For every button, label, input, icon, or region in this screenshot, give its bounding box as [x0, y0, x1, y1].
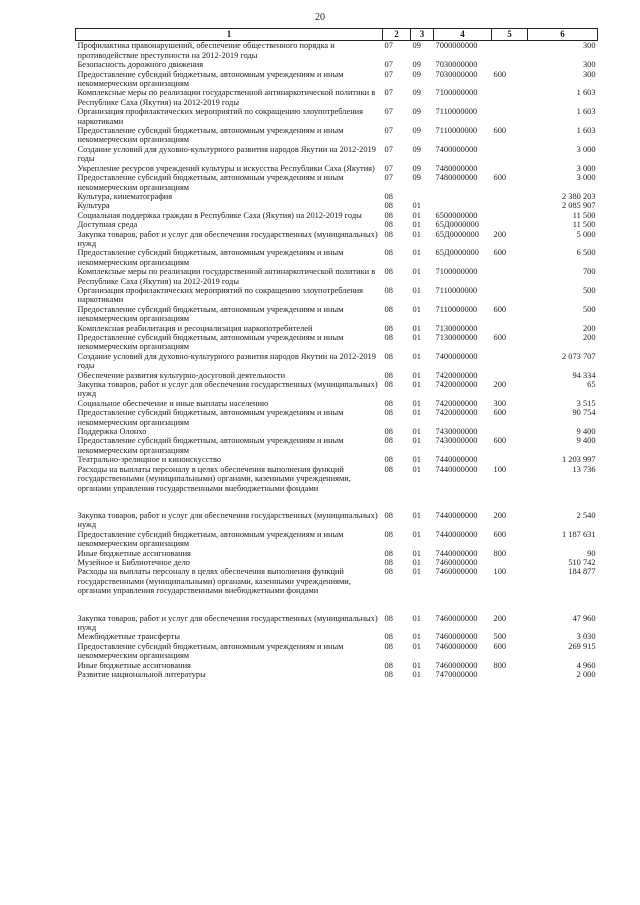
row-subsection: 09 — [412, 107, 421, 117]
row-name: Закупка товаров, работ и услуг для обеспечения государственных (муниципальных) нужд — [77, 380, 378, 399]
header-col-3: 3 — [411, 29, 434, 41]
header-col-2: 2 — [383, 29, 411, 41]
row-section: 08 — [384, 464, 393, 474]
row-expense-type: 600 — [493, 408, 507, 418]
row-expense-type: 800 — [493, 548, 507, 558]
row-amount: 11 500 — [572, 210, 596, 220]
row-name: Театрально-зрелищное и киноискусство — [77, 455, 222, 465]
row-amount: 500 — [582, 285, 596, 295]
row-subsection: 01 — [412, 323, 421, 333]
table-row — [76, 352, 598, 371]
row-name: Социальная поддержка граждан в Республике Саха (Якутия) на 2012-2019 годы — [77, 210, 362, 220]
row-subsection — [411, 192, 434, 201]
row-amount: 2 085 907 — [562, 201, 596, 211]
table-header — [76, 29, 598, 41]
row-expense-type: 600 — [493, 641, 507, 651]
row-amount: 90 754 — [572, 408, 596, 418]
row-subsection: 01 — [412, 670, 421, 679]
header-col-6: 6 — [528, 29, 598, 41]
row-expense-type: 200 — [493, 229, 507, 239]
row-target-article: 7460000000 — [435, 632, 478, 642]
table-body — [76, 41, 598, 680]
row-section: 08 — [384, 613, 393, 623]
row-subsection: 01 — [412, 464, 421, 474]
row-target-article: 7100000000 — [435, 88, 478, 98]
row-subsection: 01 — [412, 632, 421, 642]
row-section: 08 — [384, 248, 393, 258]
row-expense-type — [492, 60, 528, 69]
row-subsection: 09 — [412, 126, 421, 136]
row-target-article: 7430000000 — [435, 436, 478, 446]
row-section: 08 — [384, 557, 393, 567]
row-target-article: 7440000000 — [435, 510, 478, 520]
row-expense-type — [492, 427, 528, 436]
row-name: Обеспечение развития культурно-досуговой деятельности — [77, 370, 286, 380]
row-target-article — [434, 192, 492, 201]
row-subsection: 09 — [412, 88, 421, 98]
row-subsection: 01 — [412, 641, 421, 651]
row-subsection: 01 — [412, 333, 421, 342]
table-row — [76, 511, 598, 530]
row-name: Музейное и Библиотечное дело — [77, 557, 190, 567]
row-section: 08 — [384, 267, 393, 277]
row-target-article: 7480000000 — [435, 173, 478, 183]
row-subsection: 01 — [412, 408, 421, 418]
row-subsection: 01 — [412, 613, 421, 623]
row-spacer — [76, 493, 598, 511]
row-section: 07 — [384, 60, 393, 70]
row-expense-type: 600 — [493, 529, 507, 539]
row-section: 08 — [384, 285, 393, 295]
row-name: Предоставление субсидий бюджетным, автономным учреждениям и иным некоммерческим организациям — [77, 126, 344, 145]
row-name: Предоставление субсидий бюджетным, автономным учреждениям и иным некоммерческим организациям — [77, 304, 344, 324]
row-target-article: 7030000000 — [435, 69, 478, 79]
row-name: Комплексные меры по реализации государственной антинаркотической политики в Республике Саха (Якутия) на 2012-2019 годы — [77, 267, 376, 286]
row-subsection: 01 — [412, 304, 421, 314]
table-row — [76, 267, 598, 286]
row-name: Организация профилактических мероприятий по сокращению злоупотребления наркотиками — [77, 285, 364, 305]
row-amount: 1 603 — [576, 107, 596, 117]
row-name: Расходы на выплаты персоналу в целях обеспечения выполнения функций государственными (муниципальными) органами, казенными учреждениями, органами управления государственными внебюджетными фондами — [77, 464, 351, 493]
budget-table — [75, 28, 598, 679]
row-name: Создание условий для духовно-культурного развития народов Якутии на 2012-2019 годы — [77, 144, 376, 164]
row-amount: 9 400 — [576, 436, 596, 446]
row-section: 08 — [384, 548, 393, 558]
table-row — [76, 670, 598, 679]
table-row — [76, 567, 598, 595]
row-target-article: 7000000000 — [435, 41, 478, 51]
row-amount: 700 — [582, 267, 596, 277]
row-target-article: 7460000000 — [435, 641, 478, 651]
row-name: Предоставление субсидий бюджетным, автономным учреждениям и иным некоммерческим организациям — [77, 408, 344, 427]
row-amount: 3 515 — [576, 398, 596, 408]
row-name: Закупка товаров, работ и услуг для обеспечения государственных (муниципальных) нужд — [77, 229, 378, 248]
row-expense-type: 500 — [493, 632, 507, 642]
table-row — [76, 126, 598, 145]
row-expense-type: 600 — [493, 304, 507, 314]
header-col-5: 5 — [492, 29, 528, 41]
row-amount: 510 742 — [568, 557, 596, 567]
row-name: Социальное обеспечение и иные выплаты населению — [77, 398, 269, 408]
row-expense-type — [492, 352, 528, 371]
table-row — [76, 201, 598, 210]
row-amount: 2 073 707 — [562, 351, 596, 361]
row-subsection: 01 — [412, 436, 421, 446]
row-section: 07 — [384, 107, 393, 117]
row-target-article: 7110000000 — [435, 304, 478, 314]
table-row — [76, 173, 598, 192]
row-amount: 5 000 — [576, 229, 596, 239]
row-target-article: 7460000000 — [435, 557, 478, 567]
row-section: 08 — [384, 427, 393, 437]
row-expense-type — [492, 670, 528, 679]
row-subsection: 01 — [412, 248, 421, 258]
row-name: Предоставление субсидий бюджетным, автономным учреждениям и иным некоммерческим организациям — [77, 641, 344, 661]
row-target-article: 65Д0000000 — [435, 248, 479, 258]
row-section: 08 — [384, 398, 393, 408]
row-name: Профилактика правонарушений, обеспечение общественного порядка и противодействие преступности на 2012-2019 годы — [77, 41, 335, 60]
row-expense-type — [492, 107, 528, 126]
row-expense-type: 200 — [493, 510, 507, 520]
row-subsection: 01 — [412, 427, 421, 437]
table-row — [76, 371, 598, 380]
row-name: Укрепление ресурсов учреждений культуры и искусства Республики Саха (Якутия) — [77, 163, 375, 173]
row-amount: 13 736 — [572, 464, 596, 474]
row-section: 08 — [384, 510, 393, 520]
row-amount: 1 603 — [576, 88, 596, 98]
row-amount: 94 334 — [572, 370, 596, 380]
row-section: 07 — [384, 41, 393, 51]
row-name: Комплексные меры по реализации государственной антинаркотической политики в Республике Саха (Якутия) на 2012-2019 годы — [77, 88, 376, 107]
table-row — [76, 427, 598, 436]
row-expense-type — [492, 201, 528, 210]
table-row — [76, 211, 598, 220]
row-expense-type — [492, 192, 528, 201]
row-name: Предоставление субсидий бюджетным, автономным учреждениям и иным некоммерческим организациям — [77, 333, 344, 352]
row-amount: 1 203 997 — [562, 455, 596, 465]
table-row — [76, 305, 598, 324]
row-target-article: 7420000000 — [435, 380, 478, 390]
row-target-article: 7460000000 — [435, 660, 478, 670]
table-row — [76, 549, 598, 558]
row-amount: 300 — [582, 41, 596, 51]
row-subsection: 01 — [412, 455, 421, 465]
row-target-article: 7440000000 — [435, 529, 478, 539]
table-row — [76, 145, 598, 164]
row-section: 08 — [384, 567, 393, 577]
header-col-4: 4 — [434, 29, 492, 41]
row-target-article: 7430000000 — [435, 427, 478, 437]
row-subsection: 01 — [412, 557, 421, 567]
table-row — [76, 220, 598, 229]
row-section: 08 — [384, 370, 393, 380]
row-expense-type — [492, 267, 528, 286]
row-name: Иные бюджетные ассигнования — [77, 660, 191, 670]
row-target-article: 7470000000 — [435, 670, 478, 679]
row-name: Расходы на выплаты персоналу в целях обеспечения выполнения функций государственными (муниципальными) органами, казенными учреждениями, органами управления государственными внебюджетными фондами — [77, 567, 351, 596]
row-target-article: 7400000000 — [435, 144, 478, 154]
table-row — [76, 248, 598, 267]
row-name: Закупка товаров, работ и услуг для обеспечения государственных (муниципальных) нужд — [77, 613, 378, 632]
table-row — [76, 408, 598, 427]
row-expense-type — [492, 220, 528, 229]
row-name: Предоставление субсидий бюджетным, автономным учреждениям и иным некоммерческим организациям — [77, 69, 344, 89]
row-expense-type — [492, 286, 528, 305]
row-subsection: 01 — [412, 285, 421, 295]
row-section: 07 — [384, 69, 393, 79]
row-name: Иные бюджетные ассигнования — [77, 548, 191, 558]
row-subsection: 01 — [412, 370, 421, 380]
row-name: Комплексная реабилитация и ресоциализация наркопотребителей — [77, 323, 313, 333]
row-subsection: 01 — [412, 201, 421, 211]
row-subsection: 01 — [412, 510, 421, 520]
row-section: 07 — [384, 163, 393, 173]
row-amount: 200 — [582, 323, 596, 333]
row-amount: 3 000 — [576, 144, 596, 154]
row-subsection: 01 — [412, 210, 421, 220]
row-amount: 3 000 — [576, 173, 596, 183]
row-target-article: 7480000000 — [435, 163, 478, 173]
table-row — [76, 399, 598, 408]
row-name: Предоставление субсидий бюджетным, автономным учреждениям и иным некоммерческим организациям — [77, 529, 344, 549]
row-target-article: 7440000000 — [435, 548, 478, 558]
row-section: 08 — [384, 191, 393, 201]
table-row — [76, 530, 598, 549]
row-target-article: 65Д0000000 — [435, 220, 479, 230]
row-section: 07 — [384, 126, 393, 136]
row-section: 07 — [384, 144, 393, 154]
row-expense-type: 800 — [493, 660, 507, 670]
row-expense-type — [492, 455, 528, 464]
row-amount: 200 — [582, 333, 596, 342]
table-row — [76, 192, 598, 201]
table-row — [76, 88, 598, 107]
table-row — [76, 107, 598, 126]
table-row — [76, 642, 598, 661]
row-expense-type: 600 — [493, 436, 507, 446]
row-amount: 184 877 — [568, 567, 596, 577]
row-expense-type: 600 — [493, 248, 507, 258]
table-row — [76, 60, 598, 69]
row-expense-type: 600 — [493, 69, 507, 79]
row-section: 08 — [384, 660, 393, 670]
row-subsection: 01 — [412, 529, 421, 539]
row-subsection: 09 — [412, 163, 421, 173]
row-subsection: 01 — [412, 398, 421, 408]
row-expense-type: 100 — [493, 567, 507, 577]
row-section: 08 — [384, 333, 393, 342]
row-section: 08 — [384, 529, 393, 539]
table-row — [76, 661, 598, 670]
row-name: Предоставление субсидий бюджетным, автономным учреждениям и иным некоммерческим организациям — [77, 248, 344, 267]
row-amount: 11 500 — [572, 220, 596, 230]
row-subsection: 01 — [412, 567, 421, 577]
table-row — [76, 164, 598, 173]
table-row — [76, 436, 598, 455]
page-number: 20 — [315, 12, 325, 23]
row-name: Безопасность дорожного движения — [77, 60, 204, 70]
row-target-article: 7440000000 — [435, 464, 478, 474]
row-target-article: 7110000000 — [435, 285, 478, 295]
row-expense-type: 300 — [493, 398, 507, 408]
row-expense-type: 100 — [493, 464, 507, 474]
table-row — [76, 455, 598, 464]
row-target-article — [434, 201, 492, 210]
row-amount: 3 030 — [576, 632, 596, 642]
table-row — [76, 632, 598, 641]
table-row — [76, 465, 598, 493]
row-amount: 1 187 631 — [562, 529, 596, 539]
table-row — [76, 286, 598, 305]
row-subsection: 01 — [412, 380, 421, 390]
table-row — [76, 324, 598, 333]
row-subsection: 01 — [412, 229, 421, 239]
row-amount: 90 — [587, 548, 596, 558]
row-target-article: 7440000000 — [435, 455, 478, 465]
row-target-article: 7130000000 — [435, 323, 478, 333]
row-subsection: 01 — [412, 351, 421, 361]
row-expense-type: 600 — [493, 126, 507, 136]
table-row — [76, 614, 598, 633]
row-name: Культура — [77, 201, 110, 211]
row-subsection: 01 — [412, 220, 421, 230]
row-section: 08 — [384, 210, 393, 220]
row-amount: 2 540 — [576, 510, 596, 520]
row-section: 08 — [384, 229, 393, 239]
row-amount: 1 603 — [576, 126, 596, 136]
row-target-article: 7110000000 — [435, 126, 478, 136]
row-expense-type — [492, 88, 528, 107]
row-target-article: 7100000000 — [435, 267, 478, 277]
table-row — [76, 41, 598, 60]
row-amount: 9 400 — [576, 427, 596, 437]
row-expense-type — [492, 371, 528, 380]
row-expense-type — [492, 145, 528, 164]
row-name: Предоставление субсидий бюджетным, автономным учреждениям и иным некоммерческим организациям — [77, 173, 344, 192]
row-name: Поддержка Олонхо — [77, 427, 147, 437]
row-section: 08 — [384, 455, 393, 465]
row-section: 08 — [384, 323, 393, 333]
table-row — [76, 558, 598, 567]
row-subsection: 01 — [412, 660, 421, 670]
row-expense-type — [492, 558, 528, 567]
row-amount: 2 000 — [576, 670, 596, 679]
row-subsection: 09 — [412, 173, 421, 183]
row-subsection: 09 — [412, 69, 421, 79]
row-subsection: 01 — [412, 267, 421, 277]
row-target-article: 7420000000 — [435, 370, 478, 380]
row-subsection: 01 — [412, 548, 421, 558]
row-section: 08 — [384, 408, 393, 418]
row-amount: 4 960 — [576, 660, 596, 670]
row-expense-type: 600 — [493, 173, 507, 183]
row-name: Предоставление субсидий бюджетным, автономным учреждениям и иным некоммерческим организациям — [77, 436, 344, 455]
row-target-article: 7400000000 — [435, 351, 478, 361]
row-expense-type — [492, 211, 528, 220]
row-section: 08 — [384, 220, 393, 230]
row-section: 07 — [384, 173, 393, 183]
row-subsection: 09 — [412, 41, 421, 51]
row-section: 08 — [384, 436, 393, 446]
row-section: 08 — [384, 632, 393, 642]
row-section: 08 — [384, 380, 393, 390]
row-expense-type: 600 — [493, 333, 507, 342]
row-target-article: 7030000000 — [435, 60, 478, 70]
row-name: Культура, кинематография — [77, 191, 173, 201]
table-row — [76, 230, 598, 249]
row-subsection: 09 — [412, 60, 421, 70]
row-name: Закупка товаров, работ и услуг для обеспечения государственных (муниципальных) нужд — [77, 510, 378, 530]
row-target-article: 6500000000 — [435, 210, 478, 220]
row-amount: 3 000 — [576, 163, 596, 173]
row-name: Межбюджетные трансферты — [77, 632, 181, 642]
row-amount: 269 915 — [568, 641, 596, 651]
header-col-1: 1 — [76, 29, 383, 41]
row-target-article: 65Д0000000 — [435, 229, 479, 239]
table-row — [76, 380, 598, 399]
row-amount: 300 — [582, 69, 596, 79]
row-expense-type: 200 — [493, 380, 507, 390]
row-section: 08 — [384, 670, 393, 679]
row-name: Доступная среда — [77, 220, 138, 230]
table-row — [76, 333, 598, 352]
row-amount: 500 — [582, 304, 596, 314]
row-amount: 47 960 — [572, 613, 596, 623]
row-target-article: 7460000000 — [435, 567, 478, 577]
row-subsection: 09 — [412, 144, 421, 154]
row-section: 08 — [384, 201, 393, 211]
row-section: 07 — [384, 88, 393, 98]
row-amount: 6 500 — [576, 248, 596, 258]
row-target-article: 7110000000 — [435, 107, 478, 117]
row-expense-type — [492, 324, 528, 333]
row-spacer — [76, 596, 598, 614]
row-amount: 300 — [582, 60, 596, 70]
row-target-article: 7130000000 — [435, 333, 478, 342]
row-name: Организация профилактических мероприятий по сокращению злоупотребления наркотиками — [77, 107, 364, 126]
row-name: Создание условий для духовно-культурного развития народов Якутии на 2012-2019 годы — [77, 351, 376, 371]
row-expense-type — [492, 41, 528, 60]
row-section: 08 — [384, 641, 393, 651]
row-target-article: 7420000000 — [435, 408, 478, 418]
row-target-article: 7460000000 — [435, 613, 478, 623]
row-section: 08 — [384, 351, 393, 361]
row-amount: 65 — [587, 380, 596, 390]
row-expense-type: 200 — [493, 613, 507, 623]
row-amount: 2 380 203 — [562, 191, 596, 201]
row-target-article: 7420000000 — [435, 398, 478, 408]
row-section: 08 — [384, 304, 393, 314]
row-name: Развитие национальной литературы — [77, 670, 206, 679]
row-expense-type — [492, 164, 528, 173]
table-row — [76, 70, 598, 89]
